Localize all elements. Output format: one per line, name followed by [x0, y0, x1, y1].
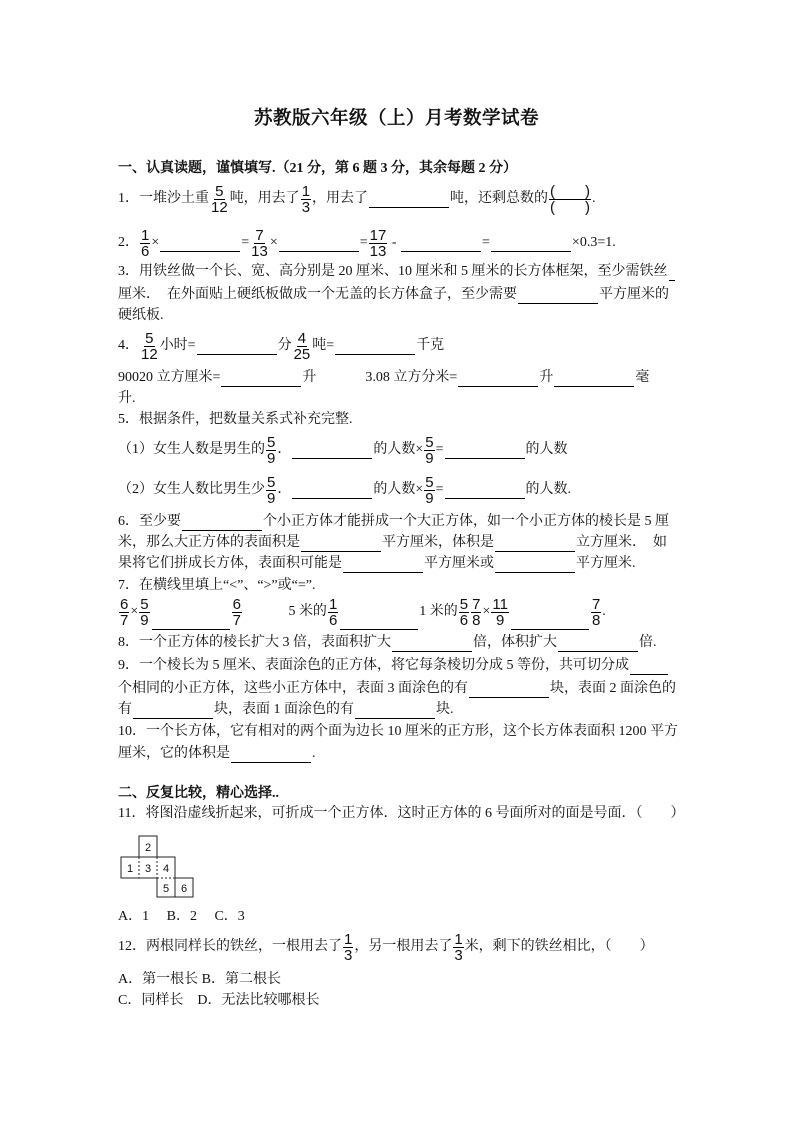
text: 有	[118, 702, 132, 717]
answer-blank[interactable]	[445, 441, 525, 459]
denominator: 8	[591, 611, 601, 629]
denominator: 3	[454, 946, 463, 964]
fraction	[328, 597, 338, 628]
fraction	[301, 184, 311, 215]
question-12-options-ab	[118, 970, 281, 990]
question-5-part-1	[118, 433, 568, 467]
numerator: 6	[120, 595, 129, 613]
denominator: 13	[251, 242, 268, 260]
answer-blank[interactable]	[630, 657, 668, 675]
answer-blank[interactable]	[197, 337, 277, 355]
answer-blank[interactable]	[292, 441, 372, 459]
denominator: 12	[141, 345, 158, 363]
text: ×	[269, 235, 278, 250]
text: 块，表面 2 面涂色的	[550, 681, 676, 696]
numerator: 5	[425, 433, 434, 451]
text: 平方厘米的	[599, 287, 669, 302]
answer-blank[interactable]	[292, 481, 372, 499]
fraction	[471, 597, 481, 628]
question-3-line-1	[118, 262, 676, 282]
text: 厘米． 在外面贴上硬纸板做成一个无盖的长方体盒子，至少需要	[118, 287, 517, 302]
text: 平方厘米，体积是	[382, 535, 494, 550]
answer-blank[interactable]	[392, 634, 472, 652]
question-11	[118, 804, 684, 824]
text: 5．根据条件，把数量关系式补充完整.	[118, 412, 353, 427]
text: 90020 立方厘米=	[118, 370, 221, 385]
answer-blank[interactable]	[558, 634, 638, 652]
text: 1 米的	[419, 604, 458, 619]
question-3-line-2	[118, 285, 669, 305]
answer-blank[interactable]	[495, 555, 575, 573]
question-6-line-2	[118, 533, 667, 553]
numerator: 11	[492, 595, 508, 613]
numerator: 1	[141, 226, 150, 244]
text: （2）女生人数比男生少	[118, 482, 265, 497]
fraction	[210, 184, 229, 215]
denominator: 9	[425, 449, 434, 467]
question-9-line-1	[118, 656, 669, 676]
answer-blank[interactable]	[152, 612, 230, 630]
question-5-part-2	[118, 473, 571, 507]
text: 毫	[635, 370, 650, 385]
question-11-options	[118, 907, 245, 927]
text: =	[482, 235, 490, 250]
text: 升	[539, 370, 554, 385]
denominator: 3	[301, 198, 311, 216]
text: 倍，体积扩大	[473, 635, 557, 650]
text: 2．	[118, 235, 139, 250]
text: 4．	[118, 338, 139, 353]
denominator: 25	[293, 345, 311, 363]
net-face-3: 3	[144, 863, 152, 875]
text: 倍.	[639, 635, 657, 650]
numerator: ( )	[550, 182, 591, 200]
numerator: 5	[145, 329, 154, 347]
net-face-2: 2	[144, 842, 152, 854]
text: 3．用铁丝做一个长、宽、高分别是 20 厘米、10 厘米和 5 厘米的长方体框架，至少需铁丝	[118, 264, 668, 279]
text: 一、认真读题，谨慎填写.（21 分，第 6 题 3 分，其余每题 2 分）	[118, 161, 517, 176]
net-face-4: 4	[162, 863, 170, 875]
text: 立方厘米． 如	[576, 535, 667, 550]
answer-blank[interactable]	[495, 534, 575, 552]
text: 的人数	[525, 442, 568, 457]
text: 吨，用去了	[229, 191, 300, 206]
question-10-line-1	[118, 722, 678, 742]
text: 的人数×	[373, 482, 424, 497]
denominator: ( )	[550, 198, 591, 216]
text: 米，剩下的铁丝相比，（ ）	[464, 939, 654, 954]
answer-blank[interactable]	[301, 534, 381, 552]
question-8	[118, 633, 657, 653]
net-face-5: 5	[162, 883, 170, 895]
answer-blank[interactable]	[355, 701, 435, 719]
fraction	[140, 331, 159, 362]
denominator: 9	[495, 611, 505, 629]
text: ．	[277, 482, 292, 497]
text: ，用去了	[312, 191, 369, 206]
question-12	[118, 930, 654, 964]
answer-blank[interactable]	[511, 612, 589, 630]
fraction	[140, 228, 150, 259]
text: ．	[277, 442, 292, 457]
fraction	[453, 932, 463, 963]
answer-blank[interactable]	[554, 369, 634, 387]
denominator: 6	[328, 611, 338, 629]
text: .	[592, 191, 596, 206]
answer-blank[interactable]	[369, 190, 449, 208]
fraction	[232, 597, 242, 628]
fraction	[549, 184, 591, 215]
answer-blank[interactable]	[469, 680, 549, 698]
numerator: 1	[301, 182, 311, 200]
answer-blank[interactable]	[231, 745, 311, 763]
denominator: 9	[140, 611, 149, 629]
text: =	[435, 482, 444, 497]
text: （1）女生人数是男生的	[118, 442, 265, 457]
answer-blank[interactable]	[491, 234, 571, 252]
numerator: 5	[215, 182, 224, 200]
text: 升 3.08 立方分米=	[302, 370, 458, 385]
question-7	[118, 576, 315, 596]
numerator: 7	[255, 226, 264, 244]
numerator: 1	[328, 595, 338, 613]
text: 分	[277, 338, 292, 353]
question-7-comparisons	[118, 595, 606, 629]
text: 块，表面 1 面涂色的有	[214, 702, 354, 717]
answer-blank[interactable]	[669, 263, 675, 281]
text: 个相同的小正方体，这些小正方体中，表面 3 面涂色的有	[118, 681, 468, 696]
question-4-line-3	[118, 389, 136, 409]
answer-blank[interactable]	[458, 369, 538, 387]
text: =	[359, 235, 368, 250]
net-face-6: 6	[180, 883, 188, 895]
denominator: 9	[425, 489, 434, 507]
text: 的人数×	[373, 442, 424, 457]
text: 平方厘米.	[576, 556, 636, 571]
answer-blank[interactable]	[221, 369, 301, 387]
answer-blank[interactable]	[518, 286, 598, 304]
fraction	[119, 597, 129, 628]
section-2-heading	[118, 784, 279, 804]
text: 7．在横线里填上“<”、“>”或“=”.	[118, 578, 316, 593]
question-1	[118, 182, 596, 216]
text: 硬纸板.	[118, 308, 164, 323]
text: 厘米，它的体积是	[118, 746, 230, 761]
question-12-options-cd	[118, 991, 319, 1011]
text: .	[602, 604, 606, 619]
answer-blank[interactable]	[133, 701, 213, 719]
answer-blank[interactable]	[279, 234, 359, 252]
question-5	[118, 410, 353, 430]
denominator: 9	[267, 449, 276, 467]
question-9-line-3	[118, 700, 454, 720]
text: 8．一个正方体的棱长扩大 3 倍，表面积扩大	[118, 635, 391, 650]
numerator: 5	[267, 473, 276, 491]
text: 6．至少要	[118, 514, 181, 529]
fraction	[266, 435, 276, 466]
text: ×	[130, 604, 139, 619]
denominator: 8	[472, 611, 481, 629]
fraction	[266, 475, 276, 506]
text: 块.	[436, 702, 454, 717]
cube-net-figure	[118, 834, 198, 900]
text: 果将它们拼成长方体，表面积可能是	[118, 556, 342, 571]
text: 千克	[416, 338, 445, 353]
fraction	[139, 597, 149, 628]
answer-blank[interactable]	[401, 234, 481, 252]
denominator: 9	[267, 489, 276, 507]
text: 小时=	[159, 338, 196, 353]
text: 升.	[118, 391, 136, 406]
text: 个小正方体才能拼成一个大正方体，如一个小正方体的棱长是 5 厘	[263, 514, 669, 529]
text: 米，那么大正方体的表面积是	[118, 535, 300, 550]
question-2	[118, 226, 616, 260]
numerator: 17	[369, 226, 387, 244]
fraction	[591, 597, 601, 628]
text: ×	[151, 235, 160, 250]
fraction	[459, 597, 469, 628]
fraction	[250, 228, 269, 259]
numerator: 5	[459, 595, 469, 613]
question-4-line-2	[118, 368, 649, 388]
answer-blank[interactable]	[160, 234, 240, 252]
answer-blank[interactable]	[335, 337, 415, 355]
text: -	[388, 235, 401, 250]
fraction	[424, 475, 434, 506]
denominator: 3	[344, 946, 353, 964]
numerator: 7	[591, 595, 601, 613]
text: 11．将图沿虚线折起来，可折成一个正方体．这时正方体的 6 号面所对的面是号面．（ ）	[118, 806, 685, 821]
denominator: 7	[232, 611, 241, 629]
question-10-line-2	[118, 744, 316, 764]
text: =	[435, 442, 444, 457]
net-face-1: 1	[126, 863, 134, 875]
text: A．第一根长 B．第二根长	[118, 972, 281, 987]
question-6-line-3	[118, 554, 636, 574]
text: 二、反复比较，精心选择..	[118, 786, 279, 801]
text: A．1 B．2 C．3	[118, 909, 245, 924]
text: ，另一根用去了	[354, 939, 453, 954]
fraction	[343, 932, 353, 963]
text: ×0.3=1.	[571, 235, 616, 250]
fraction	[491, 597, 509, 628]
numerator: 6	[232, 595, 241, 613]
section-1-heading	[118, 159, 517, 179]
question-9-line-2	[118, 679, 676, 699]
denominator: 6	[459, 611, 469, 629]
answer-blank[interactable]	[343, 555, 423, 573]
denominator: 7	[120, 611, 129, 629]
numerator: 5	[140, 595, 149, 613]
text: 10．一个长方体，它有相对的两个面为边长 10 厘米的正方形，这个长方体表面积 1200 平方	[118, 724, 678, 739]
text: =	[241, 235, 250, 250]
text: 吨，还剩总数的	[450, 191, 549, 206]
text: 平方厘米或	[424, 556, 494, 571]
text: 1．一堆沙土重	[118, 191, 209, 206]
question-6-line-1	[118, 512, 669, 532]
answer-blank[interactable]	[182, 513, 262, 531]
numerator: 1	[454, 930, 463, 948]
page-title: 苏教版六年级（上）月考数学试卷	[253, 109, 539, 129]
fraction	[369, 228, 388, 259]
denominator: 6	[141, 242, 150, 260]
numerator: 1	[344, 930, 353, 948]
question-4-line-1	[118, 329, 445, 363]
question-3-line-3	[118, 306, 164, 326]
text: 5 米的	[242, 604, 327, 619]
answer-blank[interactable]	[340, 612, 418, 630]
denominator: 13	[369, 242, 387, 260]
text: 吨=	[312, 338, 335, 353]
text: 的人数.	[525, 482, 571, 497]
text: .	[312, 746, 316, 761]
numerator: 5	[267, 433, 276, 451]
answer-blank[interactable]	[445, 481, 525, 499]
text: 9．一个棱长为 5 厘米、表面涂色的正方体，将它每条棱切分成 5 等份，共可切分成	[118, 658, 629, 673]
fraction	[424, 435, 434, 466]
text: C．同样长 D．无法比较哪根长	[118, 993, 320, 1008]
fraction	[293, 331, 312, 362]
numerator: 4	[297, 329, 307, 347]
text: ×	[482, 604, 491, 619]
numerator: 5	[425, 473, 434, 491]
numerator: 7	[472, 595, 481, 613]
denominator: 12	[211, 198, 228, 216]
text: 12．两根同样长的铁丝，一根用去了	[118, 939, 342, 954]
